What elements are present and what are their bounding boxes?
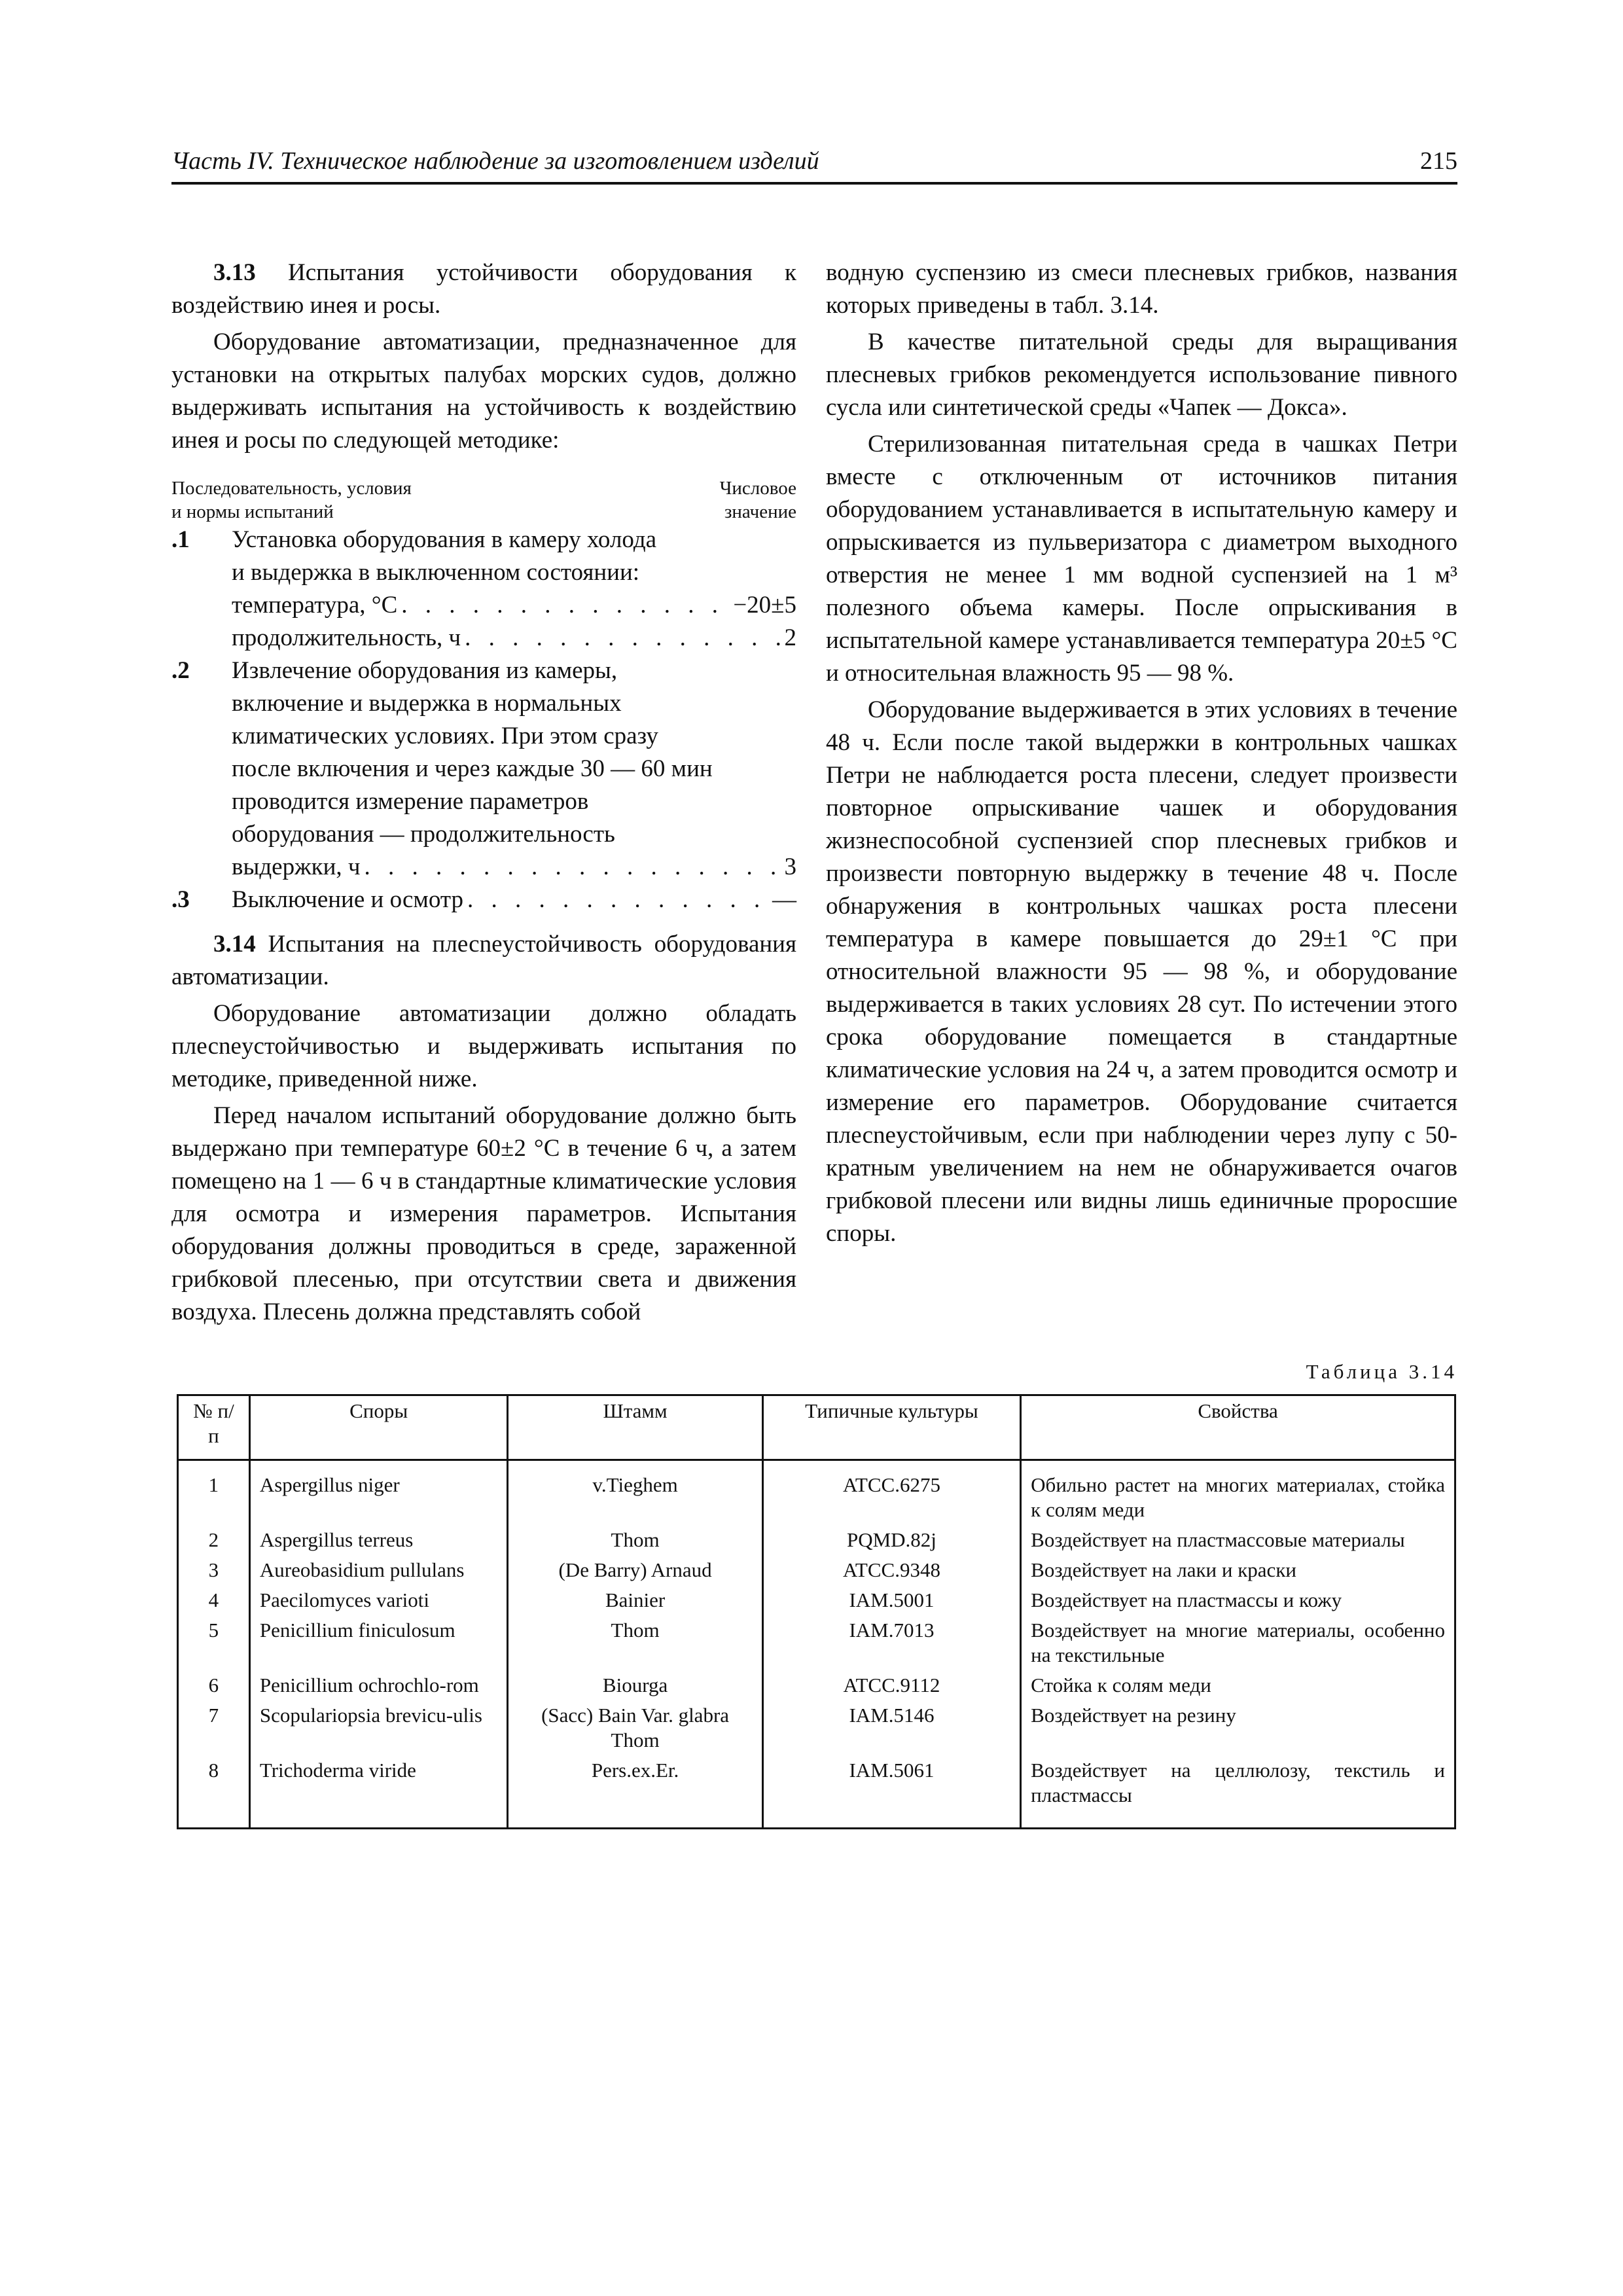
leader-dots xyxy=(365,851,781,884)
cell-culture: PQMD.82j xyxy=(762,1525,1020,1555)
procedure-header xyxy=(171,476,796,524)
paragraph: В качестве питательной среды для выращивания плесневых грибков рекомендуется использование пивного сусла или синтетической среды «Чапек — Докса». xyxy=(826,329,1457,421)
column-header: Штамм xyxy=(508,1395,762,1460)
running-title: Часть IV. Техническое наблюдение за изготовлением изделий xyxy=(171,147,819,175)
left-column xyxy=(171,257,796,1333)
section-title: Испытания устойчивости оборудования к воздействию инея и росы. xyxy=(171,259,796,319)
cell-culture: IAM.5146 xyxy=(762,1700,1020,1755)
section-number: 3.13 xyxy=(213,259,256,286)
table-row xyxy=(178,1670,1455,1700)
step-label: выдержки, ч xyxy=(232,853,361,880)
procedure-step xyxy=(171,524,796,655)
step-line: после включения и через каждые 30 — 60 мин xyxy=(232,755,713,782)
step-value-row xyxy=(232,884,796,916)
header-left-line: Последовательность, условия xyxy=(171,478,412,499)
step-line: проводится измерение параметров xyxy=(232,788,589,815)
step-value-row xyxy=(232,622,796,655)
page-number: 215 xyxy=(1420,147,1457,175)
step-number: .1 xyxy=(171,526,190,553)
cell-strain: (Sacc) Bain Var. glabra Thom xyxy=(508,1700,762,1755)
step-label: температура, °С xyxy=(232,592,398,619)
cell-strain: (De Barry) Arnaud xyxy=(508,1555,762,1585)
section-3-14-heading xyxy=(171,928,796,994)
procedure-list xyxy=(171,476,796,916)
step-line: включение и выдержка в нормальных xyxy=(232,690,622,717)
step-label: Выключение и осмотр xyxy=(232,886,463,913)
section-3-13-heading xyxy=(171,257,796,322)
cell-culture: ATCC.6275 xyxy=(762,1460,1020,1526)
cell-spore: Paecilomyces varioti xyxy=(249,1585,508,1615)
cell-spore: Aspergillus terreus xyxy=(249,1525,508,1555)
cell-strain: v.Tieghem xyxy=(508,1460,762,1526)
cell-culture: IAM.7013 xyxy=(762,1615,1020,1670)
column-header: Споры xyxy=(249,1395,508,1460)
step-number: .3 xyxy=(171,886,190,913)
cell-spore: Aspergillus niger xyxy=(249,1460,508,1526)
step-number: .2 xyxy=(171,657,190,684)
cell-spore: Penicillium finiculosum xyxy=(249,1615,508,1670)
cell-culture: IAM.5061 xyxy=(762,1755,1020,1829)
cell-culture: ATCC.9112 xyxy=(762,1670,1020,1700)
cell-culture: IAM.5001 xyxy=(762,1585,1020,1615)
section-number: 3.14 xyxy=(213,931,256,958)
cell-properties: Воздействует на лаки и краски xyxy=(1021,1555,1455,1585)
cell-properties: Воздействует на многие материалы, особенно на текстильные xyxy=(1021,1615,1455,1670)
section-title: Испытания на плесneустойчивость оборудования автоматизации. xyxy=(171,931,796,990)
cell-spore: Penicillium ochrochlo-rom xyxy=(249,1670,508,1700)
cell-number: 7 xyxy=(178,1700,250,1755)
leader-dots xyxy=(465,622,780,655)
leader-dots xyxy=(401,589,729,622)
step-value: 3 xyxy=(784,853,796,880)
paragraph: Оборудование выдерживается в этих условиях в течение 48 ч. Если после такой выдержки в контрольных чашках Петри не наблюдается роста плесени, следует произвести повторное опрыскивание чашек и оборудования жизнеспособной суспензией спор плесневых грибков и произвести повторную выдержку в течение 48 ч. После обнаружения в контрольных чашках роста плесени температура в камере повышается до 29±1 °С при относительной влажности 95 — 98 %, и оборудование выдерживается в таких условиях 28 сут. По истечении этого срока оборудование помещается в стандартные климатические условия на 24 ч, а затем проводится осмотр и измерение его параметров. Оборудование считается плесneустойчивым, если при наблюдении через лупу с 50-кратным увеличением на нем не обнаруживается очагов грибковой плесени или видны лишь единичные проросшие споры. xyxy=(826,696,1457,1247)
cell-properties: Воздействует на целлюлозу, текстиль и пластмассы xyxy=(1021,1755,1455,1829)
spores-table xyxy=(177,1394,1456,1829)
step-line: Извлечение оборудования из камеры, xyxy=(232,657,618,684)
column-header: № п/п xyxy=(178,1395,250,1460)
step-line: оборудования — продолжительность xyxy=(232,821,615,848)
header-left-line: и нормы испытаний xyxy=(171,501,334,522)
header-right-line: значение xyxy=(724,501,796,522)
table-header-row xyxy=(178,1395,1455,1460)
cell-number: 6 xyxy=(178,1670,250,1700)
table-row xyxy=(178,1615,1455,1670)
cell-number: 3 xyxy=(178,1555,250,1585)
cell-number: 5 xyxy=(178,1615,250,1670)
table-row xyxy=(178,1700,1455,1755)
step-label: продолжительность, ч xyxy=(232,624,461,651)
table-row xyxy=(178,1755,1455,1829)
cell-strain: Bainier xyxy=(508,1585,762,1615)
cell-properties: Воздействует на пластмассовые материалы xyxy=(1021,1525,1455,1555)
cell-spore: Aureobasidium pullulans xyxy=(249,1555,508,1585)
cell-number: 1 xyxy=(178,1460,250,1526)
page-header xyxy=(171,143,1457,185)
paragraph: Перед началом испытаний оборудование должно быть выдержано при температуре 60±2 °С в течение 6 ч, а затем помещено на 1 — 6 ч в стандартные климатические условия для осмотра и измерения параметров. Испытания оборудования должны проводиться в среде, зараженной грибковой плесенью, при отсутствии света и движения воздуха. Плесень должна представлять собой xyxy=(171,1102,796,1325)
cell-number: 8 xyxy=(178,1755,250,1829)
table-row xyxy=(178,1585,1455,1615)
step-value: −20±5 xyxy=(733,592,796,619)
paragraph: Оборудование автоматизации, предназначенное для установки на открытых палубах морских судов, должно выдерживать испытания на устойчивость к воздействию инея и росы по следующей методике: xyxy=(171,329,796,454)
cell-strain: Thom xyxy=(508,1615,762,1670)
step-value: — xyxy=(772,886,796,913)
table-caption: Таблица 3.14 xyxy=(1306,1360,1457,1383)
cell-strain: Pers.ex.Er. xyxy=(508,1755,762,1829)
paragraph: Стерилизованная питательная среда в чашках Петри вместе с отключенным от источников питания оборудованием устанавливается в испытательную камеру и опрыскивается из пульверизатора с диаметром выходного отверстия не менее 1 мм водной суспензией на 1 м³ полезного объема камеры. После опрыскивания в испытательной камере устанавливается температура 20±5 °С и относительная влажность 95 — 98 %. xyxy=(826,431,1457,687)
step-line: Установка оборудования в камеру холода xyxy=(232,526,657,553)
column-header: Свойства xyxy=(1021,1395,1455,1460)
step-value-row xyxy=(232,851,796,884)
step-value-row xyxy=(232,589,796,622)
cell-properties: Воздействует на резину xyxy=(1021,1700,1455,1755)
table-row xyxy=(178,1525,1455,1555)
paragraph: Оборудование автоматизации должно обладать плесneустойчивостью и выдерживать испытания по методике, приведенной ниже. xyxy=(171,1000,796,1092)
leader-dots xyxy=(467,884,768,916)
table-row xyxy=(178,1460,1455,1526)
paragraph: водную суспензию из смеси плесневых грибков, названия которых приведены в табл. 3.14. xyxy=(826,259,1457,319)
column-header: Типичные культуры xyxy=(762,1395,1020,1460)
cell-properties: Стойка к солям меди xyxy=(1021,1670,1455,1700)
cell-strain: Biourga xyxy=(508,1670,762,1700)
header-right-line: Числовое xyxy=(719,478,796,499)
procedure-step xyxy=(171,884,796,916)
cell-spore: Trichoderma viride xyxy=(249,1755,508,1829)
cell-culture: ATCC.9348 xyxy=(762,1555,1020,1585)
cell-spore: Scopulariopsia brevicu-ulis xyxy=(249,1700,508,1755)
procedure-step xyxy=(171,655,796,884)
table-row xyxy=(178,1555,1455,1585)
cell-number: 2 xyxy=(178,1525,250,1555)
cell-number: 4 xyxy=(178,1585,250,1615)
cell-strain: Thom xyxy=(508,1525,762,1555)
cell-properties: Воздействует на пластмассы и кожу xyxy=(1021,1585,1455,1615)
step-value: 2 xyxy=(784,624,796,651)
right-column xyxy=(826,257,1457,1254)
cell-properties: Обильно растет на многих материалах, стойка к солям меди xyxy=(1021,1460,1455,1526)
step-line: климатических условиях. При этом сразу xyxy=(232,723,658,749)
step-line: и выдержка в выключенном состоянии: xyxy=(232,559,640,586)
